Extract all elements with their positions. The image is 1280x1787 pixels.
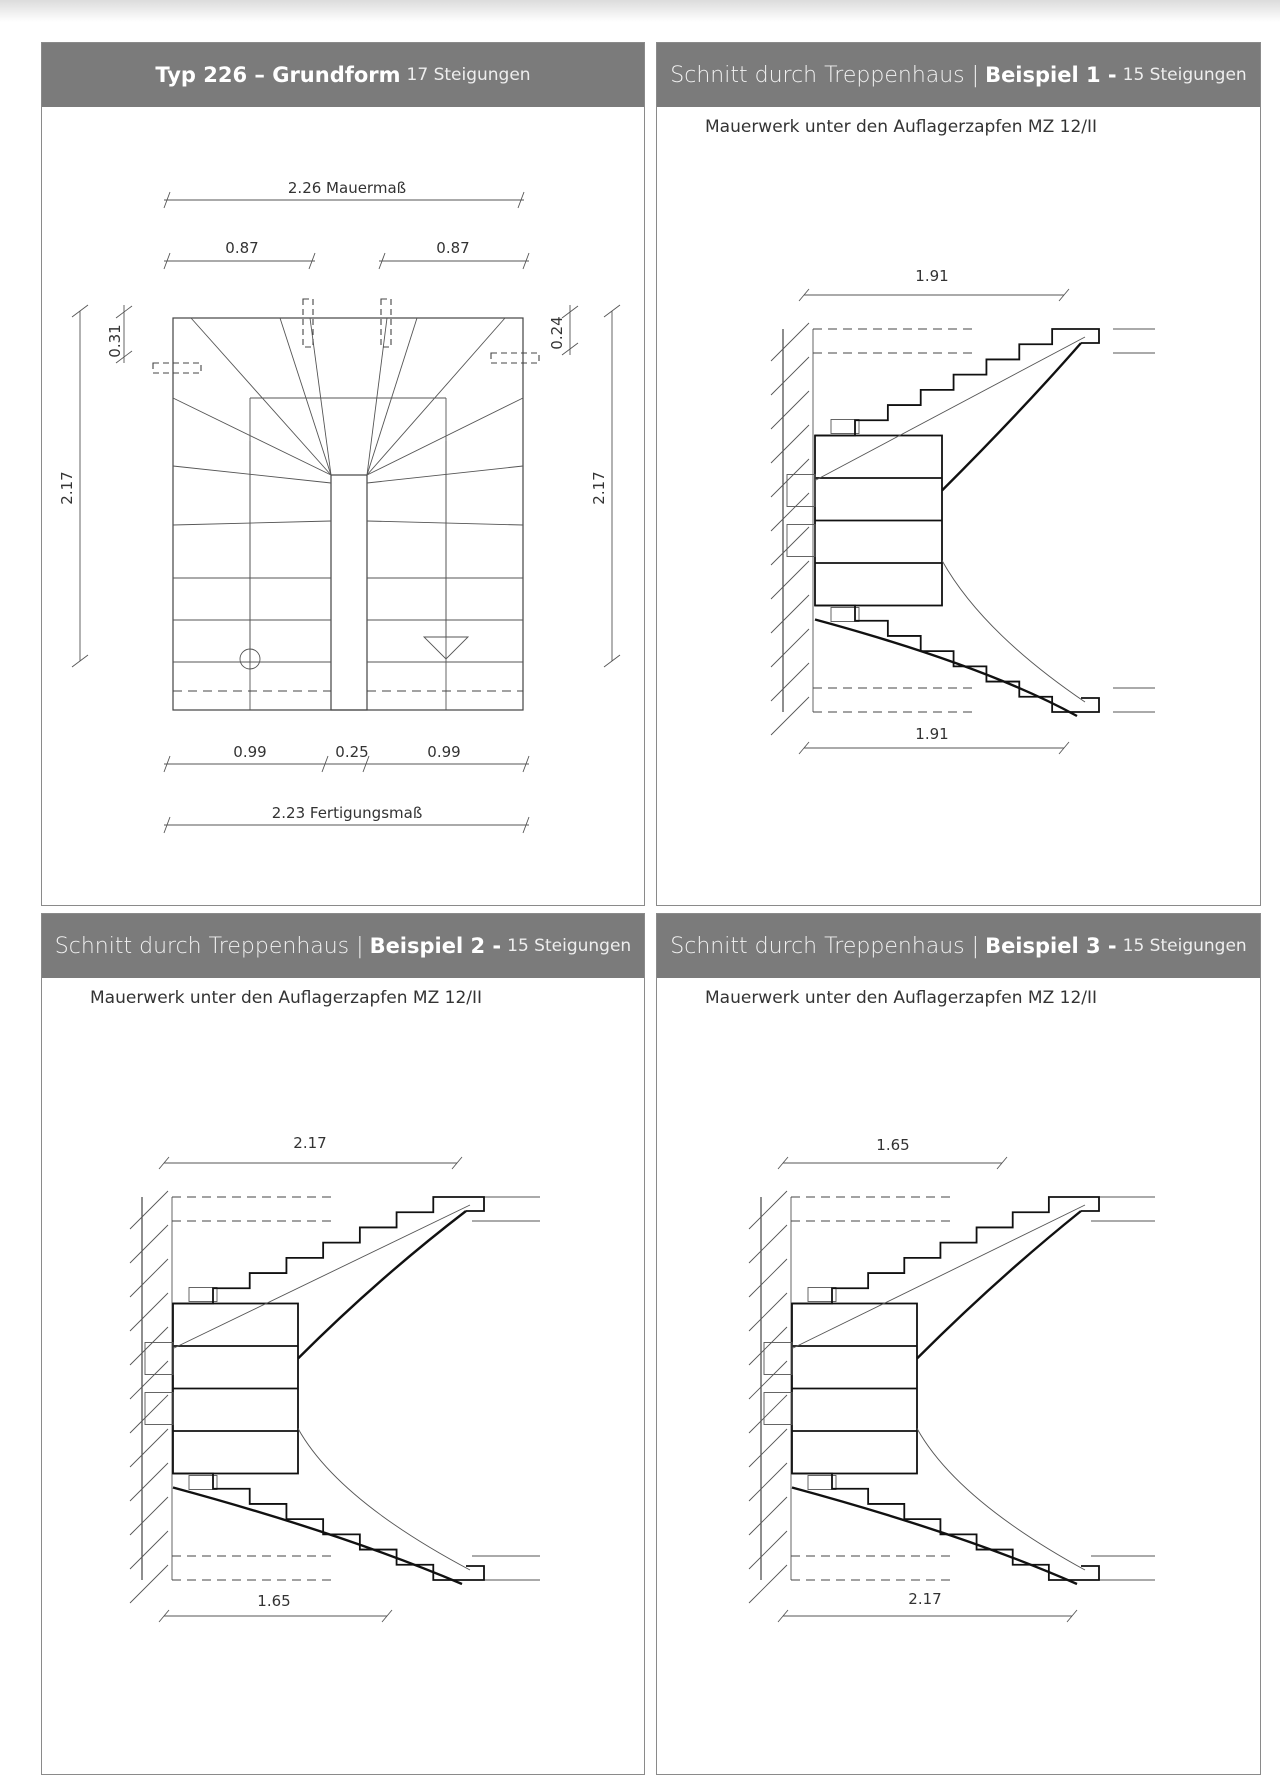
panel-title-example: Beispiel 2 - <box>369 934 502 958</box>
dim-bottom-row <box>164 743 529 772</box>
dim-label-bottom-right: 0.99 <box>427 743 461 761</box>
landing-treads <box>145 1288 298 1490</box>
dim-label-bottom: 2.17 <box>908 1590 942 1608</box>
dim-mauermass <box>164 179 524 208</box>
panel-subtitle: Mauerwerk unter den Auflagerzapfen MZ 12/II <box>90 988 483 1008</box>
dim-line-top <box>159 1157 462 1169</box>
dim-label-top: 1.91 <box>915 267 949 285</box>
dim-label-height-left: 2.17 <box>58 471 76 505</box>
hatched-wall <box>130 1191 172 1603</box>
panel-title-example: Beispiel 1 - <box>985 63 1117 87</box>
dim-line-bottom <box>799 742 1069 754</box>
landing-treads <box>764 1288 917 1490</box>
panel-subtitle: Mauerwerk unter den Auflagerzapfen MZ 12/II <box>705 117 1098 137</box>
dim-label-left-top: 0.87 <box>225 239 259 257</box>
dim-fertigungsmass <box>164 804 529 833</box>
panel-beispiel-2 <box>41 913 645 1775</box>
dim-label-small-right: 0.24 <box>548 316 566 350</box>
dim-line-top <box>799 289 1069 301</box>
top-shadow-bar <box>0 0 1280 22</box>
lower-stair-flight <box>815 561 1099 717</box>
dim-top-right <box>379 239 529 269</box>
panel-title: Schnitt durch Treppenhaus | <box>670 933 980 959</box>
dim-top-left <box>164 239 315 269</box>
panel-title-steps: 15 Steigungen <box>1122 936 1247 956</box>
dim-label-bottom: 1.91 <box>915 725 949 743</box>
stair-plan <box>173 318 523 710</box>
dim-label-right-top: 0.87 <box>436 239 470 257</box>
dim-line-top <box>778 1157 1007 1169</box>
panel-title-steps: 15 Steigungen <box>1122 65 1247 85</box>
lower-stair-flight <box>792 1429 1099 1585</box>
dim-line-bottom <box>778 1610 1077 1622</box>
dim-small-right <box>548 305 578 355</box>
panel-beispiel-1 <box>656 42 1261 906</box>
panel-subtitle: Mauerwerk unter den Auflagerzapfen MZ 12/II <box>705 988 1098 1008</box>
panel-title: Schnitt durch Treppenhaus | <box>670 62 980 88</box>
dim-label-bottom-left: 0.99 <box>233 743 267 761</box>
panel-grundform <box>41 42 645 906</box>
dim-label-bottom: 1.65 <box>257 1592 291 1610</box>
support-brackets <box>153 299 539 373</box>
section-drawing-1 <box>657 43 1262 907</box>
dim-label-top: 1.65 <box>876 1136 910 1154</box>
lower-stair-flight <box>173 1429 484 1585</box>
hatched-wall <box>749 1191 791 1603</box>
hatched-wall <box>771 323 813 735</box>
dim-small-left <box>106 305 132 363</box>
section-drawing-2 <box>42 914 646 1776</box>
panel-title-steps: 17 Steigungen <box>406 65 531 85</box>
panel-title-example: Beispiel 3 - <box>985 934 1117 958</box>
dim-height-right <box>590 305 620 667</box>
floor-plan-drawing <box>42 43 646 907</box>
dim-label-mauermass: 2.26 Mauermaß <box>287 179 407 197</box>
panel-title: Schnitt durch Treppenhaus | <box>54 933 364 959</box>
dim-label-small-left: 0.31 <box>106 324 124 358</box>
dim-line-bottom <box>159 1610 392 1622</box>
landing-treads <box>787 420 942 622</box>
section-drawing-3 <box>657 914 1262 1776</box>
dim-label-fertigungsmass: 2.23 Fertigungsmaß <box>271 804 423 822</box>
panel-beispiel-3 <box>656 913 1261 1775</box>
panel-title: Typ 226 – Grundform <box>155 63 401 87</box>
dim-label-bottom-mid: 0.25 <box>335 743 369 761</box>
dim-label-height-right: 2.17 <box>590 471 608 505</box>
dim-height-left <box>58 305 88 667</box>
dim-label-top: 2.17 <box>293 1134 327 1152</box>
panel-title-steps: 15 Steigungen <box>507 936 632 956</box>
